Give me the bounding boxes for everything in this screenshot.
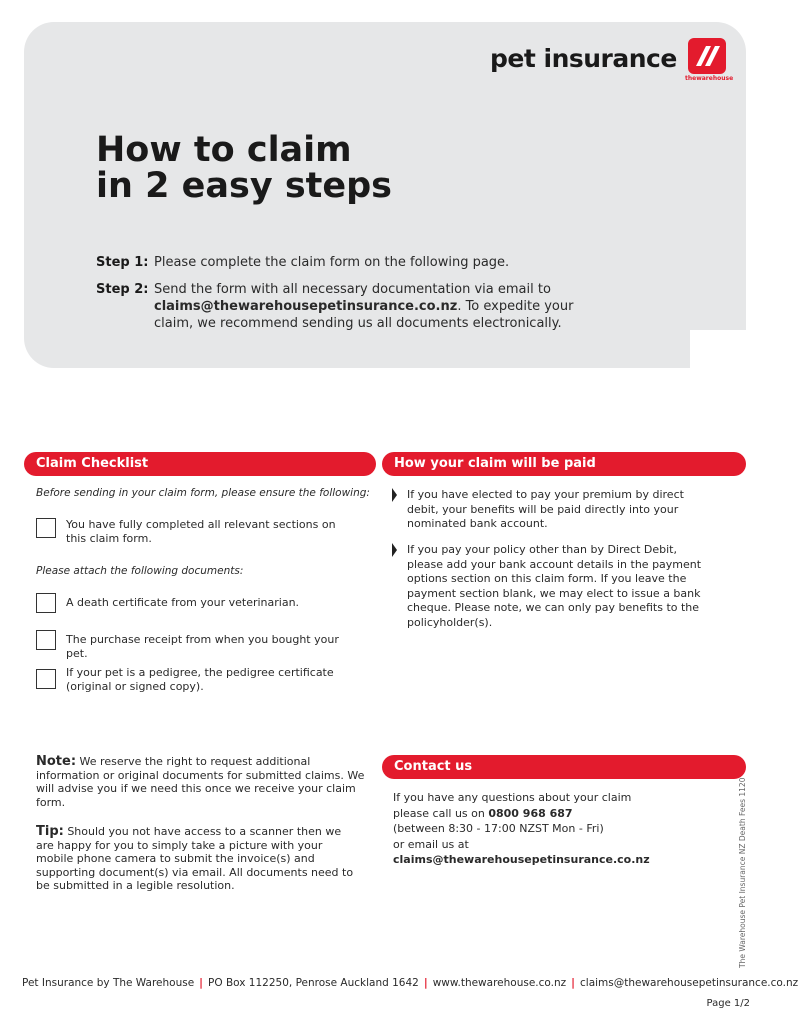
step-2: [96, 281, 596, 332]
checkbox[interactable]: [36, 593, 56, 613]
footer-separator: |: [423, 977, 428, 989]
contact-line: please call us on: [393, 806, 485, 820]
attach-label: Please attach the following documents:: [36, 565, 244, 577]
page-title: [96, 132, 392, 204]
step-text: [154, 281, 596, 332]
contact-heading: Contact us: [382, 755, 746, 779]
footer-separator: |: [571, 977, 575, 989]
paid-item: [392, 488, 707, 532]
contact-block: [393, 790, 723, 868]
document-item: [36, 593, 346, 613]
checklist-intro: Before sending in your claim form, please ensure the following:: [36, 487, 370, 499]
footer-separator: |: [199, 977, 204, 989]
contact-line: If you have any questions about your claim: [393, 791, 632, 804]
step-text: Please complete the claim form on the following page.: [154, 255, 510, 270]
phone-number[interactable]: 0800 968 687: [488, 806, 573, 820]
step-2-email[interactable]: claims@thewarehousepetinsurance.co.nz: [154, 299, 458, 314]
contact-line: or email us at: [393, 837, 469, 851]
step-1: [96, 254, 596, 271]
arrow-icon: [392, 488, 397, 502]
contact-hours: (between 8:30 - 17:00 NZST Mon - Fri): [393, 822, 604, 835]
title-line-2: in 2 easy steps: [96, 166, 393, 206]
checklist-item: [36, 518, 346, 546]
contact-email[interactable]: claims@thewarehousepetinsurance.co.nz: [393, 853, 650, 866]
note-block: [36, 755, 366, 809]
footer-link[interactable]: www.thewarehouse.co.nz: [432, 977, 567, 989]
hero-notch: [690, 330, 746, 370]
page-number: Page 1/2: [706, 998, 750, 1009]
step-2-text-before: Send the form with all necessary documentation via email to: [154, 282, 551, 297]
tip-block: [36, 825, 361, 893]
tip-heading: Tip:: [36, 824, 64, 839]
document-text: If your pet is a pedigree, the pedigree certificate (original or signed copy).: [66, 666, 334, 693]
checkbox[interactable]: [36, 669, 56, 689]
footer-link[interactable]: claims@thewarehousepetinsurance.co.nz: [580, 977, 798, 989]
step-label: Step 1:: [96, 255, 149, 270]
note-text: We reserve the right to request additional information or original documents for submitted claims. We will advise you if we need this once we receive your claim form.: [36, 755, 365, 809]
note-heading: Note:: [36, 754, 77, 769]
tip-text: Should you not have access to a scanner then we are happy for you to simply take a picture with your mobile phone camera to submit the invoice(s) and supporting document(s) via email. All documents need to be submitted in a legible resolution.: [36, 825, 354, 892]
footer-item: Pet Insurance by The Warehouse: [22, 977, 195, 989]
arrow-icon: [392, 543, 397, 557]
claim-checklist-heading: Claim Checklist: [24, 452, 376, 476]
step-label: Step 2:: [96, 282, 149, 297]
side-reference-text: The Warehouse Pet Insurance NZ Death Fees 1120: [738, 777, 747, 968]
document-text: A death certificate from your veterinarian.: [66, 596, 300, 609]
steps-list: [96, 254, 596, 342]
document-text: The purchase receipt from when you bought your pet.: [66, 633, 339, 660]
step-2-text-after: . To expedite your claim, we recommend sending us all documents electronically.: [154, 299, 574, 331]
claim-paid-heading: How your claim will be paid: [382, 452, 746, 476]
brand-name: pet insurance: [490, 44, 677, 73]
title-line-1: How to claim: [96, 130, 352, 170]
paid-item: [392, 543, 707, 630]
checklist-item-text: You have fully completed all relevant sections on this claim form.: [66, 518, 336, 545]
document-item: [36, 630, 346, 661]
paid-item-text: If you pay your policy other than by Direct Debit, please add your bank account details in the payment options section on this claim form. If you leave the payment section blank, we may elect to issue a bank cheque. Please note, we can only pay benefits to the policyholder(s).: [407, 543, 702, 629]
checkbox[interactable]: [36, 630, 56, 650]
contact-email-line: [393, 837, 723, 868]
paid-item-text: If you have elected to pay your premium by direct debit, your benefits will be paid directly into your nominated bank account.: [407, 488, 684, 530]
brand-sub: thewarehouse: [685, 75, 734, 82]
warehouse-logo-icon: [688, 38, 726, 74]
checkbox[interactable]: [36, 518, 56, 538]
document-item: [36, 666, 336, 694]
footer: [22, 977, 798, 989]
contact-phone-line: [393, 806, 723, 822]
footer-item: PO Box 112250, Penrose Auckland 1642: [208, 977, 419, 989]
brand-header: [490, 38, 734, 84]
